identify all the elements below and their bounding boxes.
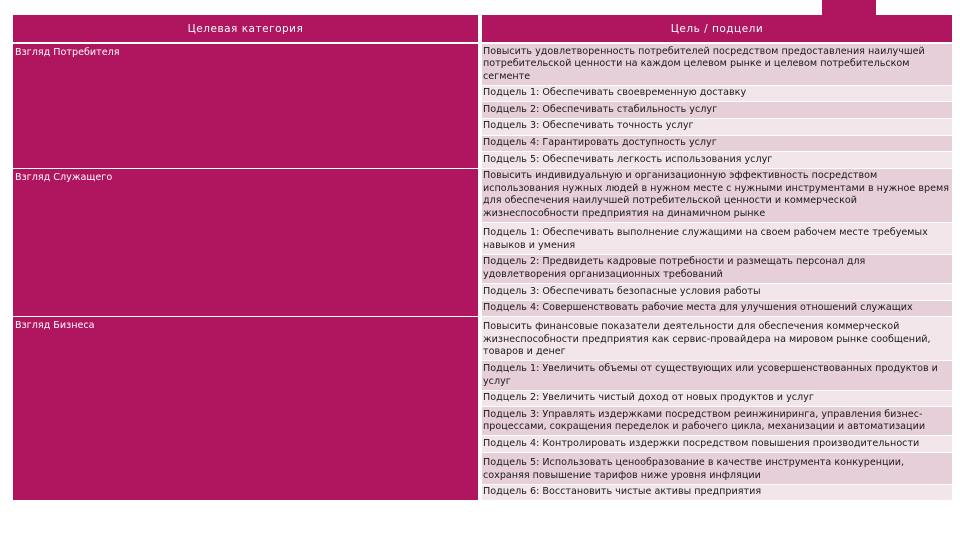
subgoal-cell: Подцель 1: Обеспечивать выполнение служащими на своем рабочем месте требуемых навыков и умения xyxy=(478,223,952,255)
table-row xyxy=(13,169,952,223)
category-employee: Взгляд Служащего xyxy=(13,169,478,317)
subgoal-cell: Подцель 4: Гарантировать доступность услуг xyxy=(478,136,952,153)
header-row xyxy=(13,15,952,44)
subgoal-cell: Подцель 1: Обеспечивать своевременную доставку xyxy=(478,86,952,103)
accent-tab xyxy=(822,0,876,15)
subgoal-cell: Подцель 1: Увеличить объемы от существующих или усовершенствованных продуктов и услуг xyxy=(478,361,952,390)
subgoal-cell: Подцель 6: Восстановить чистые активы предприятия xyxy=(478,485,952,502)
subgoal-cell: Подцель 3: Обеспечивать точность услуг xyxy=(478,119,952,136)
subgoal-cell: Подцель 5: Использовать ценообразование в качестве инструмента конкуренции, сохраняя повышение тарифов ниже уровня инфляции xyxy=(478,453,952,485)
header-category: Целевая категория xyxy=(13,15,478,44)
category-customer: Взгляд Потребителя xyxy=(13,44,478,169)
header-goals: Цель / подцели xyxy=(478,15,952,44)
goal-main: Повысить удовлетворенность потребителей посредством предоставления наилучшей потребительской ценности на каждом целевом рынке и целевом потребительском сегменте xyxy=(478,44,952,86)
goals-table xyxy=(13,15,952,501)
subgoal-cell: Подцель 3: Обеспечивать безопасные условия работы xyxy=(478,284,952,301)
subgoal-cell: Подцель 4: Совершенствовать рабочие места для улучшения отношений служащих xyxy=(478,301,952,318)
table-row xyxy=(13,44,952,86)
table-row xyxy=(13,317,952,361)
category-business: Взгляд Бизнеса xyxy=(13,317,478,501)
subgoal-cell: Подцель 2: Увеличить чистый доход от новых продуктов и услуг xyxy=(478,391,952,408)
goal-main: Повысить финансовые показатели деятельности для обеспечения коммерческой жизнеспособности предприятия как сервис-провайдера на мировом рынке сообщений, товаров и денег xyxy=(478,317,952,361)
subgoal-cell: Подцель 2: Обеспечивать стабильность услуг xyxy=(478,102,952,119)
subgoal-cell: Подцель 3: Управлять издержками посредством реинжиниринга, управления бизнес-процессами, сокращения переделок и рабочего цикла, механизации и автоматизации xyxy=(478,407,952,436)
subgoal-cell: Подцель 5: Обеспечивать легкость использования услуг xyxy=(478,152,952,169)
subgoal-cell: Подцель 2: Предвидеть кадровые потребности и размещать персонал для удовлетворения организационных требований xyxy=(478,255,952,284)
goal-main: Повысить индивидуальную и организационную эффективность посредством использования нужных людей в нужном месте с нужными инструментами в нужное время для обеспечения наилучшей потребительской ценности и коммерческой жизнеспособности предприятия на динамичном рынке xyxy=(478,169,952,223)
subgoal-cell: Подцель 4: Контролировать издержки посредством повышения производительности xyxy=(478,436,952,453)
